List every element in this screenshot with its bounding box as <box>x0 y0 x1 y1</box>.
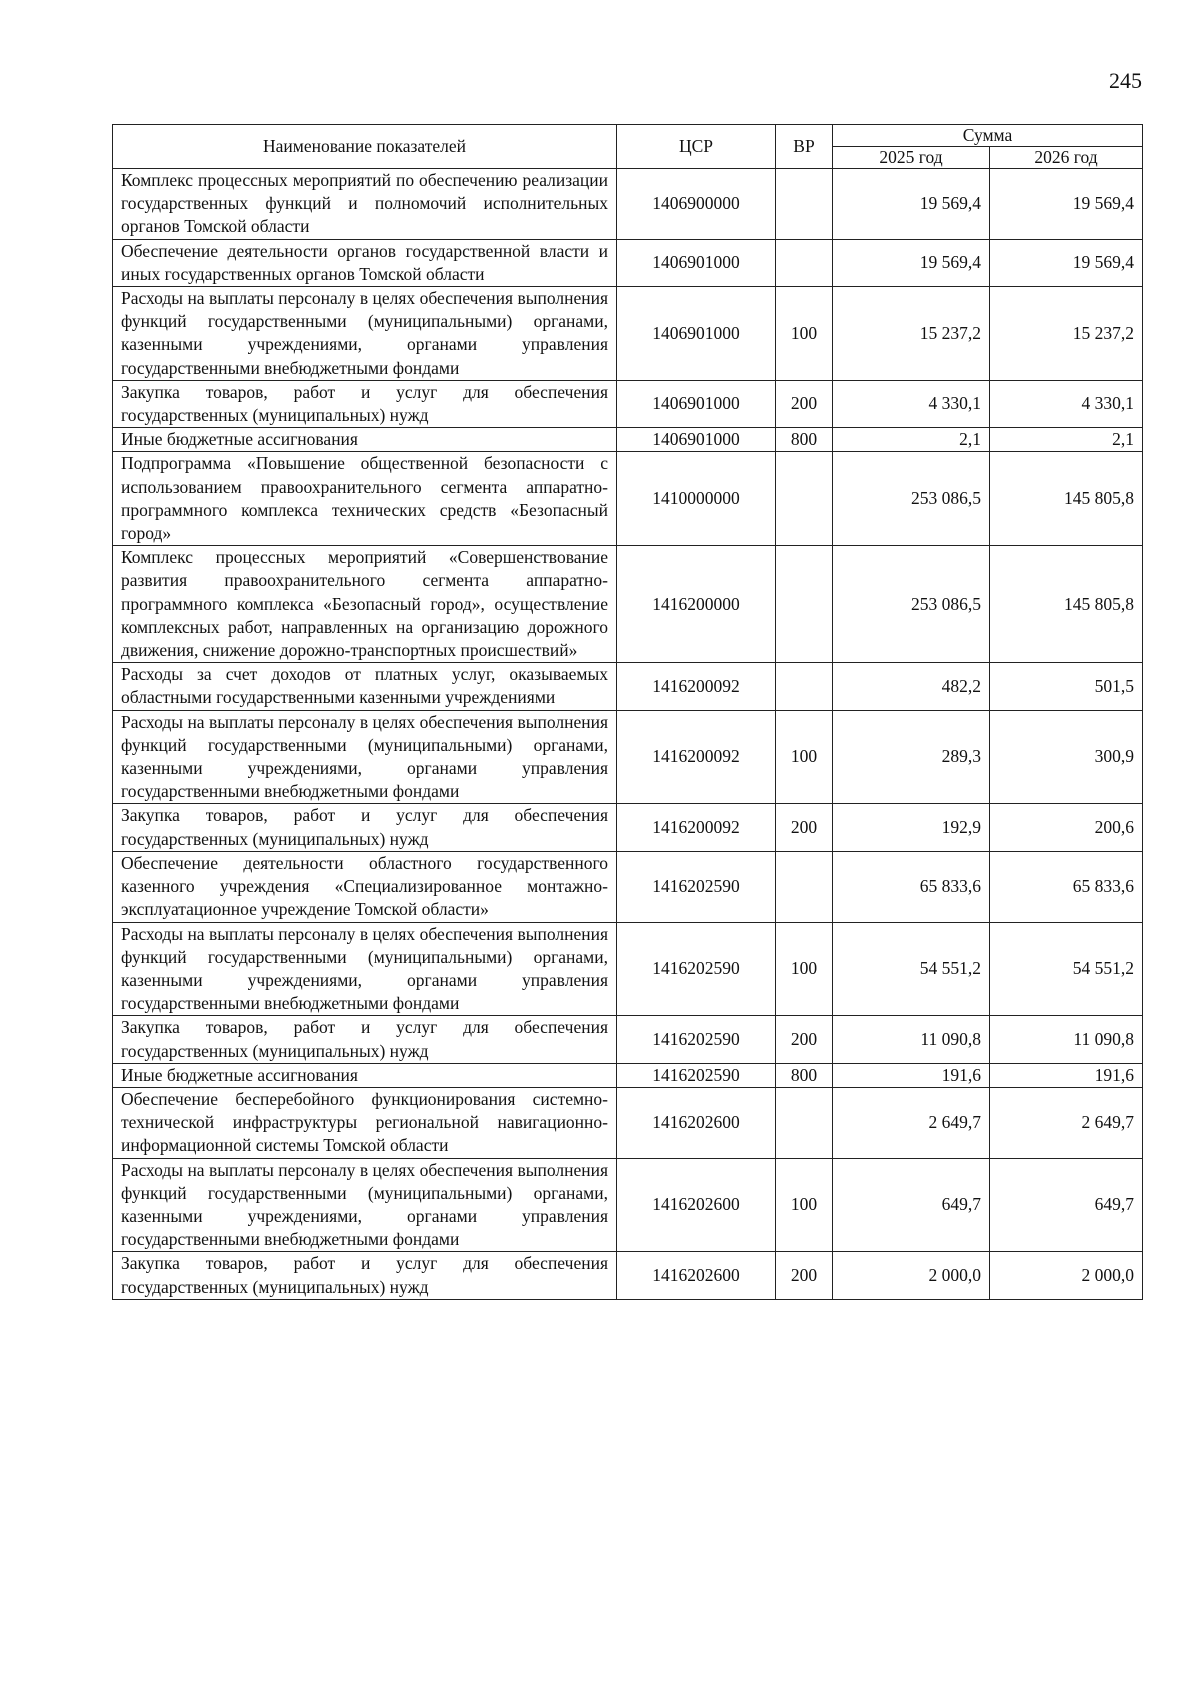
row-amount-2026: 145 805,8 <box>990 452 1143 546</box>
row-vr-code <box>776 452 833 546</box>
table-body <box>113 169 1143 1300</box>
row-amount-2025: 54 551,2 <box>833 922 990 1016</box>
row-amount-2026: 145 805,8 <box>990 546 1143 663</box>
header-csr: ЦСР <box>617 125 776 169</box>
row-csr-code: 1416200000 <box>617 546 776 663</box>
row-vr-code: 800 <box>776 428 833 452</box>
table-row <box>113 380 1143 427</box>
table-row <box>113 1252 1143 1299</box>
row-vr-code <box>776 1087 833 1158</box>
row-vr-code <box>776 239 833 286</box>
row-name: Комплекс процессных мероприятий по обеспечению реализации государственных функций и полномочий исполнительных органов Томской области <box>113 169 617 240</box>
row-csr-code: 1416200092 <box>617 710 776 804</box>
row-amount-2026: 2 649,7 <box>990 1087 1143 1158</box>
row-amount-2026: 11 090,8 <box>990 1016 1143 1063</box>
row-name: Обеспечение деятельности органов государственной власти и иных государственных органов Томской области <box>113 239 617 286</box>
row-vr-code: 800 <box>776 1063 833 1087</box>
row-name: Закупка товаров, работ и услуг для обеспечения государственных (муниципальных) нужд <box>113 380 617 427</box>
table-row <box>113 1158 1143 1252</box>
row-csr-code: 1416200092 <box>617 804 776 851</box>
table-header <box>113 125 1143 169</box>
row-csr-code: 1416202590 <box>617 851 776 922</box>
row-csr-code: 1416202600 <box>617 1087 776 1158</box>
row-name: Подпрограмма «Повышение общественной безопасности с использованием правоохранительного сегмента аппаратно-программного комплекса технических средств «Безопасный город» <box>113 452 617 546</box>
row-vr-code: 200 <box>776 1252 833 1299</box>
row-vr-code: 200 <box>776 380 833 427</box>
row-csr-code: 1416202590 <box>617 1016 776 1063</box>
row-amount-2026: 501,5 <box>990 663 1143 710</box>
row-amount-2026: 200,6 <box>990 804 1143 851</box>
row-csr-code: 1406900000 <box>617 169 776 240</box>
table-row <box>113 546 1143 663</box>
header-year-2025: 2025 год <box>833 147 990 169</box>
row-amount-2025: 649,7 <box>833 1158 990 1252</box>
header-vr: ВР <box>776 125 833 169</box>
row-amount-2026: 15 237,2 <box>990 287 1143 381</box>
row-amount-2026: 649,7 <box>990 1158 1143 1252</box>
row-vr-code <box>776 663 833 710</box>
row-amount-2025: 19 569,4 <box>833 169 990 240</box>
row-name: Расходы на выплаты персоналу в целях обеспечения выполнения функций государственными (муниципальными) органами, казенными учреждениями, органами управления государственными внебюджетными фондами <box>113 1158 617 1252</box>
row-amount-2025: 253 086,5 <box>833 452 990 546</box>
row-vr-code <box>776 851 833 922</box>
row-vr-code: 100 <box>776 287 833 381</box>
table-row <box>113 804 1143 851</box>
table-row <box>113 169 1143 240</box>
row-csr-code: 1410000000 <box>617 452 776 546</box>
row-amount-2025: 482,2 <box>833 663 990 710</box>
row-name: Расходы на выплаты персоналу в целях обеспечения выполнения функций государственными (муниципальными) органами, казенными учреждениями, органами управления государственными внебюджетными фондами <box>113 710 617 804</box>
row-csr-code: 1416200092 <box>617 663 776 710</box>
table-row <box>113 1063 1143 1087</box>
row-csr-code: 1416202600 <box>617 1252 776 1299</box>
row-amount-2026: 300,9 <box>990 710 1143 804</box>
table-row <box>113 663 1143 710</box>
row-amount-2025: 253 086,5 <box>833 546 990 663</box>
budget-table <box>112 124 1143 1300</box>
row-amount-2025: 289,3 <box>833 710 990 804</box>
row-name: Обеспечение деятельности областного государственного казенного учреждения «Специализированное монтажно-эксплуатационное учреждение Томской области» <box>113 851 617 922</box>
row-csr-code: 1416202590 <box>617 1063 776 1087</box>
table-row <box>113 452 1143 546</box>
table-row <box>113 1016 1143 1063</box>
header-sum: Сумма <box>833 125 1143 147</box>
header-name: Наименование показателей <box>113 125 617 169</box>
row-csr-code: 1406901000 <box>617 428 776 452</box>
row-vr-code: 100 <box>776 1158 833 1252</box>
row-name: Иные бюджетные ассигнования <box>113 428 617 452</box>
row-amount-2026: 65 833,6 <box>990 851 1143 922</box>
row-amount-2025: 2 000,0 <box>833 1252 990 1299</box>
row-csr-code: 1406901000 <box>617 239 776 286</box>
row-amount-2026: 2 000,0 <box>990 1252 1143 1299</box>
row-amount-2025: 19 569,4 <box>833 239 990 286</box>
row-amount-2025: 15 237,2 <box>833 287 990 381</box>
row-name: Расходы за счет доходов от платных услуг, оказываемых областными государственными казенными учреждениями <box>113 663 617 710</box>
table-row <box>113 287 1143 381</box>
table-row <box>113 1087 1143 1158</box>
row-name: Расходы на выплаты персоналу в целях обеспечения выполнения функций государственными (муниципальными) органами, казенными учреждениями, органами управления государственными внебюджетными фондами <box>113 922 617 1016</box>
row-name: Расходы на выплаты персоналу в целях обеспечения выполнения функций государственными (муниципальными) органами, казенными учреждениями, органами управления государственными внебюджетными фондами <box>113 287 617 381</box>
row-vr-code <box>776 546 833 663</box>
row-amount-2026: 19 569,4 <box>990 239 1143 286</box>
row-name: Закупка товаров, работ и услуг для обеспечения государственных (муниципальных) нужд <box>113 1016 617 1063</box>
row-csr-code: 1406901000 <box>617 380 776 427</box>
row-csr-code: 1416202590 <box>617 922 776 1016</box>
row-vr-code <box>776 169 833 240</box>
row-name: Закупка товаров, работ и услуг для обеспечения государственных (муниципальных) нужд <box>113 1252 617 1299</box>
table-row <box>113 710 1143 804</box>
row-amount-2025: 65 833,6 <box>833 851 990 922</box>
row-vr-code: 100 <box>776 710 833 804</box>
row-name: Обеспечение бесперебойного функционирования системно-технической инфраструктуры региональной навигационно-информационной системы Томской области <box>113 1087 617 1158</box>
row-amount-2026: 4 330,1 <box>990 380 1143 427</box>
row-csr-code: 1416202600 <box>617 1158 776 1252</box>
row-amount-2025: 11 090,8 <box>833 1016 990 1063</box>
row-name: Иные бюджетные ассигнования <box>113 1063 617 1087</box>
row-amount-2025: 4 330,1 <box>833 380 990 427</box>
row-amount-2026: 19 569,4 <box>990 169 1143 240</box>
row-amount-2025: 191,6 <box>833 1063 990 1087</box>
table-row <box>113 922 1143 1016</box>
row-amount-2025: 2,1 <box>833 428 990 452</box>
header-year-2026: 2026 год <box>990 147 1143 169</box>
row-amount-2026: 191,6 <box>990 1063 1143 1087</box>
row-csr-code: 1406901000 <box>617 287 776 381</box>
row-name: Закупка товаров, работ и услуг для обеспечения государственных (муниципальных) нужд <box>113 804 617 851</box>
row-name: Комплекс процессных мероприятий «Совершенствование развития правоохранительного сегмента аппаратно-программного комплекса «Безопасный город», осуществление комплексных работ, направленных на организацию дорожного движения, снижение дорожно-транспортных происшествий» <box>113 546 617 663</box>
table-row <box>113 851 1143 922</box>
row-amount-2025: 192,9 <box>833 804 990 851</box>
row-amount-2026: 2,1 <box>990 428 1143 452</box>
row-vr-code: 200 <box>776 804 833 851</box>
row-vr-code: 100 <box>776 922 833 1016</box>
table-row <box>113 239 1143 286</box>
row-amount-2026: 54 551,2 <box>990 922 1143 1016</box>
table-row <box>113 428 1143 452</box>
row-vr-code: 200 <box>776 1016 833 1063</box>
page-number: 245 <box>1109 68 1142 93</box>
row-amount-2025: 2 649,7 <box>833 1087 990 1158</box>
